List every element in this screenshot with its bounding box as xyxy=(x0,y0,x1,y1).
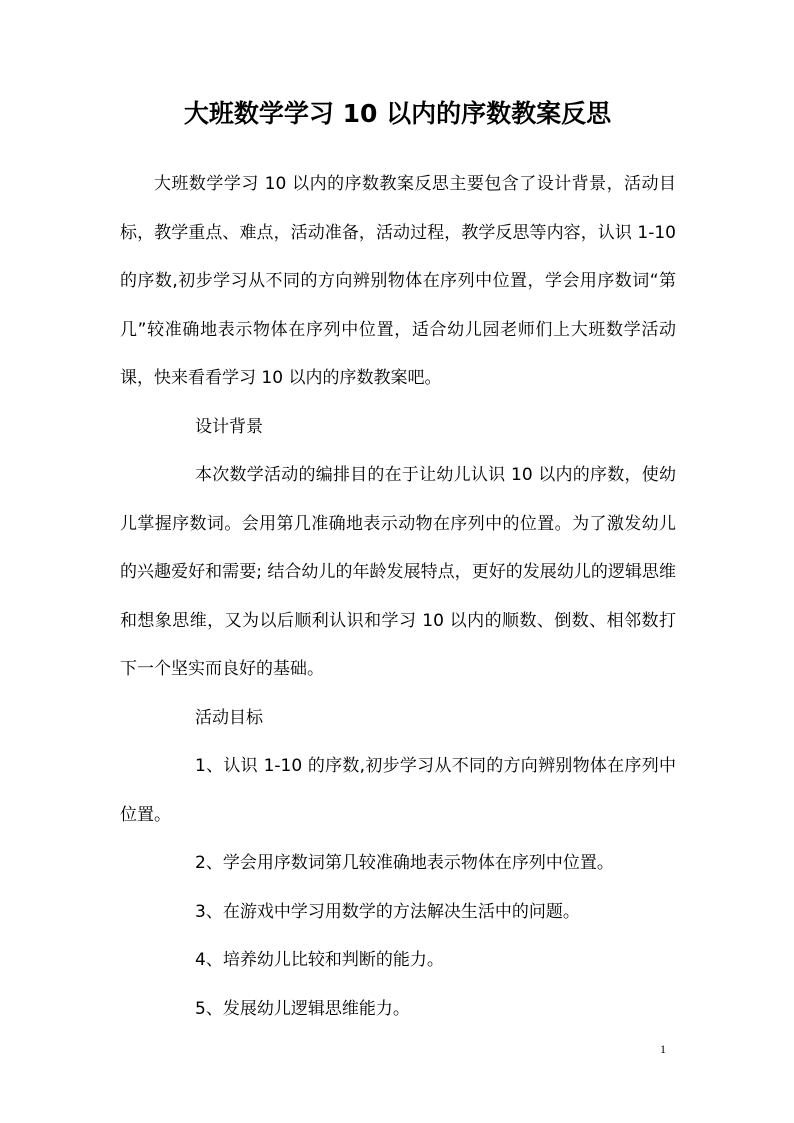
document-title: 大班数学学习 10 以内的序数教案反思 xyxy=(183,99,612,128)
goal-item-1: 1、认识 1-10 的序数,初步学习从不同的方向辨别物体在序列中位置。 xyxy=(120,756,676,825)
section-heading-design-background: 设计背景 xyxy=(195,416,263,437)
design-background-paragraph: 本次数学活动的编排目的在于让幼儿认识 10 以内的序数，使幼儿掌握序数词。会用第几准确地表示动物在序列中的位置。为了激发幼儿的兴趣爱好和需要; 结合幼儿的年龄发展特点，更好的发展幼儿的逻辑思维和想象思维，又为以后顺利认识和学习 10 以内的顺数、倒数、相邻数打下一个坚实而良好的基础。 xyxy=(120,465,676,679)
goal-item-4: 4、培养幼儿比较和判断的能力。 xyxy=(195,950,444,970)
goal-item-2: 2、学会用序数词第几较准确地表示物体在序列中位置。 xyxy=(195,853,614,873)
section-heading-activity-goals: 活动目标 xyxy=(195,707,263,728)
page-number: 1 xyxy=(660,1042,666,1056)
document-body xyxy=(120,160,676,1033)
intro-paragraph: 大班数学学习 10 以内的序数教案反思主要包含了设计背景，活动目标，教学重点、难点，活动准备，活动过程，教学反思等内容，认识 1-10 的序数,初步学习从不同的方向辨别物体在序列中位置，学会用序数词“第几”较准确地表示物体在序列中位置，适合幼儿园老师们上大班数学活动课，快来看看学习 10 以内的序数教案吧。 xyxy=(120,174,676,388)
goal-item-5: 5、发展幼儿逻辑思维能力。 xyxy=(195,998,410,1019)
goal-item-3: 3、在游戏中学习用数学的方法解决生活中的问题。 xyxy=(195,901,580,922)
